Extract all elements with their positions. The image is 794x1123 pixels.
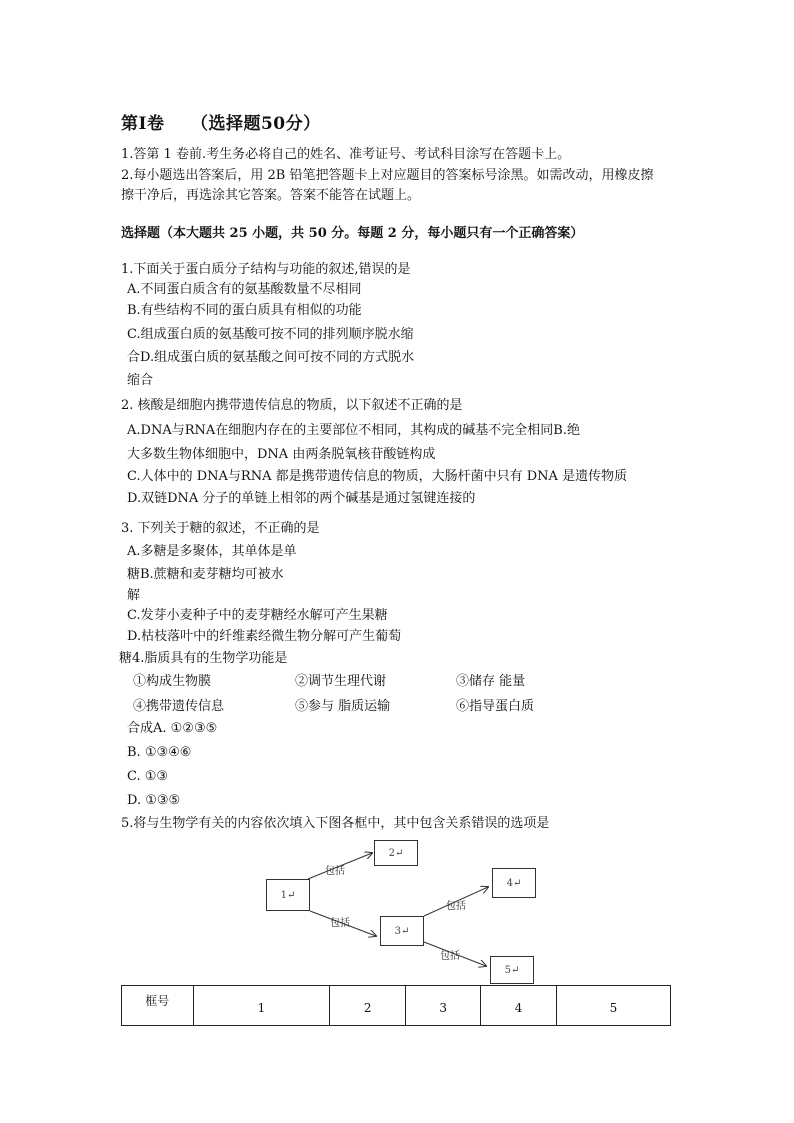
q4-function-2: ②调节生理代谢 xyxy=(295,674,387,689)
table-header-cell: 框号 xyxy=(122,986,194,1026)
q1-option-a: A.不同蛋白质含有的氨基酸数量不尽相同 xyxy=(127,282,362,297)
q1-option-c: C.组成蛋白质的氨基酸可按不同的排列顺序脱水缩 xyxy=(127,327,414,342)
instruction-2: 2.每小题选出答案后，用 2B 铅笔把答题卡上对应题目的答案标号涂黑。如需改动，用橡皮擦 xyxy=(121,168,654,183)
q4-function-3: ③储存 能量 xyxy=(456,674,526,689)
q2-option-d: D.双链DNA 分子的单链上相邻的两个碱基是通过氢键连接的 xyxy=(127,491,476,506)
q4-function-4: ④携带遗传信息 xyxy=(133,699,225,714)
relation-label-1-2: 包括 xyxy=(325,866,345,877)
q2-option-a: A.DNA与RNA在细胞内存在的主要部位不相同，其构成的碱基不完全相同B.绝 xyxy=(127,423,580,438)
q3-stem: 3. 下列关于糖的叙述，不正确的是 xyxy=(121,521,320,536)
q3-option-d: D.枯枝落叶中的纤维素经微生物分解可产生葡萄 xyxy=(127,629,402,644)
diagram-box-1: 1↵ xyxy=(266,879,310,911)
q3-option-b: 糖B.蔗糖和麦芽糖均可被水 xyxy=(127,567,284,582)
q4-stem: 糖4.脂质具有的生物学功能是 xyxy=(119,651,288,666)
q3-option-b-cont: 解 xyxy=(127,588,141,603)
q4-option-c: C. ①③ xyxy=(127,769,169,784)
q3-option-a: A.多糖是多聚体，其单体是单 xyxy=(127,544,297,559)
relation-label-3-5: 包括 xyxy=(440,951,460,962)
q5-frame-table xyxy=(121,985,671,1026)
table-header-cell: 5 xyxy=(556,986,670,1026)
table-header-cell: 2 xyxy=(330,986,405,1026)
diagram-box-2: 2↵ xyxy=(374,840,418,866)
table-header-cell: 3 xyxy=(405,986,480,1026)
section-heading: 选择题（本大题共 25 小题，共 50 分。每题 2 分，每小题只有一个正确答案） xyxy=(121,226,584,241)
q4-option-d: D. ①③⑤ xyxy=(127,793,181,808)
q2-option-b: 大多数生物体细胞中，DNA 由两条脱氧核苷酸链构成 xyxy=(127,447,436,462)
diagram-box-5: 5↵ xyxy=(490,956,534,984)
table-header-cell: 4 xyxy=(481,986,556,1026)
relation-label-1-3: 包括 xyxy=(330,918,350,929)
q3-option-c: C.发芽小麦种子中的麦芽糖经水解可产生果糖 xyxy=(127,608,388,623)
page-title: 第Ⅰ卷 （选择题50分） xyxy=(121,114,321,134)
relation-label-3-4: 包括 xyxy=(446,901,466,912)
table-row xyxy=(122,986,671,1026)
q4-option-a: 合成A. ①②③⑤ xyxy=(127,721,218,736)
diagram-box-3: 3↵ xyxy=(380,916,424,946)
q5-stem: 5.将与生物学有关的内容依次填入下图各框中，其中包含关系错误的选项是 xyxy=(121,816,550,831)
instruction-3: 擦干净后，再选涂其它答案。答案不能答在试题上。 xyxy=(121,188,421,203)
q1-stem: 1.下面关于蛋白质分子结构与功能的叙述,错误的是 xyxy=(121,262,411,277)
q1-option-d-cont: 缩合 xyxy=(127,373,154,388)
q4-function-5: ⑤参与 脂质运输 xyxy=(295,699,391,714)
diagram-box-4: 4↵ xyxy=(492,868,536,898)
q1-option-b: B.有些结构不同的蛋白质具有相似的功能 xyxy=(127,303,362,318)
table-header-cell: 1 xyxy=(193,986,330,1026)
q2-option-c: C.人体中的 DNA与RNA 都是携带遗传信息的物质，大肠杆菌中只有 DNA 是遗传物质 xyxy=(127,469,628,484)
q1-option-d: 合D.组成蛋白质的氨基酸之间可按不同的方式脱水 xyxy=(127,350,415,365)
instruction-1: 1.答第 1 卷前.考生务必将自己的姓名、准考证号、考试科目涂写在答题卡上。 xyxy=(121,147,571,162)
q4-function-6: ⑥指导蛋白质 xyxy=(456,699,535,714)
q2-stem: 2. 核酸是细胞内携带遗传信息的物质，以下叙述不正确的是 xyxy=(121,398,463,413)
q4-option-b: B. ①③④⑥ xyxy=(127,745,192,760)
q4-function-1: ①构成生物膜 xyxy=(133,674,212,689)
